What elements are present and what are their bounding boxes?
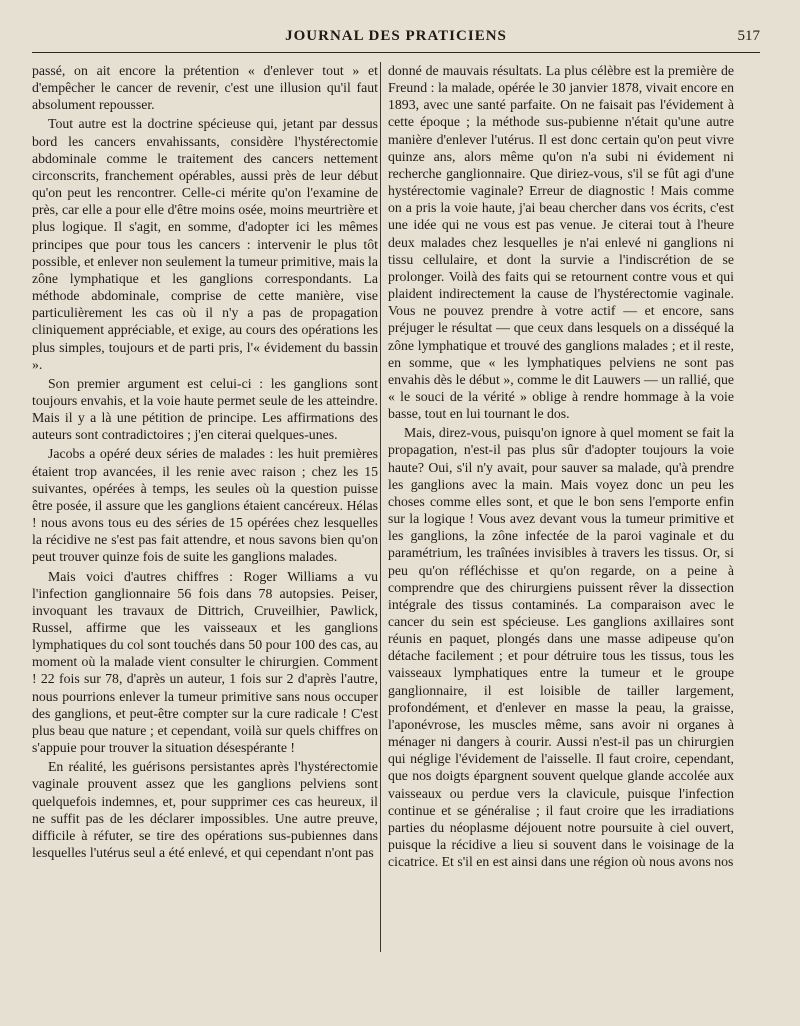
paragraph: donné de mauvais résultats. La plus célèbre est la première de Freund : la malade, opérée le 30 janvier 1878, vivait encore en 1893, avec une santé parfaite. On ne faisait pas l'évidement à cette époque ; la méthode sus-pubienne n'était qu'une autre manière d'enlever l'utérus. Il est donc certain qu'on peut vivre quinze ans, alors même qu'on n'a subi ni évidement ni recherche ganglionnaire. Que diriez-vous, s'il se fût agi d'une hystérectomie vaginale? Erreur de diagnostic ! Mais comme on a pris la voie haute, j'ai beau chercher dans vos écrits, c'est une idée qui ne vous est pas venue. Je citerai tout à l'heure deux malades chez lesquelles je n'ai enlevé ni ganglions ni tissu cellulaire, et dont la survie a l'indiscrétion de se prolonger. Voilà des faits qui se retournent contre vous et qui plaident indirectement la cause de l'hystérectomie vaginale. Vous ne pouvez prendre à votre actif — et encore, sans préjuger le résultat — que ceux dans lesquels on a disséqué la zône lymphatique et trouvé des ganglions malades ; et il reste, en somme, que « les lymphatiques pelviens ne sont pas envahis dès le début », comme le dit Lauwers — un rallié, que « le souci de la vérité » oblige à rendre hommage à la voie basse, tout en lui tournant le dos. xyxy=(388,63,734,422)
page-number: 517 xyxy=(737,28,760,44)
right-column xyxy=(388,62,734,1012)
paragraph: Son premier argument est celui-ci : les ganglions sont toujours envahis, et la voie haute permet seule de les atteindre. Mais il y a là une pétition de principe. Les affirmations des auteurs sont contradictoires ; j'en citerai quelques-unes. xyxy=(32,375,378,443)
left-column xyxy=(32,62,378,1012)
running-header xyxy=(32,28,760,52)
paragraph: Jacobs a opéré deux séries de malades : les huit premières étaient trop avancées, il les renie avec raison ; chez les 15 suivantes, opérées à temps, les seules où la question puisse être posée, il assure que les ganglions étaient cancéreux. Hélas ! nous avons tous eu des séries de 15 opérées chez lesquelles la récidive ne s'est pas fait attendre, et nous savons bien qu'on peut trouver quinze fois de suite les ganglions malades. xyxy=(32,446,378,565)
header-rule xyxy=(32,52,760,53)
paragraph: Mais voici d'autres chiffres : Roger Williams a vu l'infection ganglionnaire 56 fois dans 78 autopsies. Peiser, invoquant les travaux de Dittrich, Cruveilhier, Pawlick, Russel, affirme que les vaisseaux et les ganglions lymphatiques du col sont touchés dans 50 pour 100 des cas, au moment où la malade vient consulter le chirurgien. Comment ! 22 fois sur 78, d'après un auteur, 1 fois sur 2 d'après l'autre, nous pourrions enlever la tumeur primitive sans nous occuper des ganglions, et peut-être compter sur la cure radicale ! C'est plus beau que nature ; et cependant, voilà sur quels chiffres on s'appuie pour trouver la situation désespérante ! xyxy=(32,568,378,756)
paragraph: passé, on ait encore la prétention « d'enlever tout » et d'empêcher le cancer de revenir, c'est une illusion qu'il faut absolument repousser. xyxy=(32,63,378,113)
journal-title: JOURNAL DES PRATICIENS xyxy=(285,28,507,44)
paragraph: En réalité, les guérisons persistantes après l'hystérectomie vaginale prouvent assez que les ganglions pelviens sont quelquefois indemnes, et, pour supprimer ces cas heureux, il ne suffit pas de les déclarer impossibles. Une autre preuve, difficile à réfuter, se tire des opérations sus-pubiennes dans lesquelles l'utérus seul a été enlevé, et qui cependant n'ont pas xyxy=(32,759,378,861)
paragraph: Mais, direz-vous, puisqu'on ignore à quel moment se fait la propagation, n'est-il pas plus sûr d'adopter toujours la voie haute? Oui, s'il n'y avait, pour sauver sa malade, qu'à prendre les ganglions avec la main. Mais voyez donc un peu les choses comme elles sont, et que le bon sens l'emporte enfin sur la logique ! Vous avez devant vous la tumeur primitive et les ganglions, la zône infectée de la paroi vaginale et du paramétrium, les traînées invisibles à travers les tissus. Or, si peu qu'on réfléchisse et qu'on regarde, on a peine à comprendre que des chirurgiens puissent rêver la dissection intégrale des tissus contaminés. La comparaison avec le cancer du sein est spécieuse. Les ganglions axillaires sont réunis en paquet, plongés dans une masse adipeuse qu'on détache facilement ; et pour détruire tous les tissus, tous les vaisseaux lymphatiques entre la tumeur et le groupe ganglionnaire, il est loisible de tailler largement, profondément, et d'enlever en masse la peau, la graisse, l'aponévrose, les muscles même, sans avoir ni organes à ménager ni dangers à courir. Aussi n'est-il pas un chirurgien qui néglige l'évidement de l'aisselle. Il faut croire, cependant, que nos doigts épargnent souvent quelque glande accolée aux vaisseaux ou perdue vers la clavicule, puisque l'infection continue et se généralise ; il faut croire que les irradiations parties du néoplasme déjouent notre poursuite à ciel ouvert, puisque la récidive a lieu si souvent dans le voisinage de la cicatrice. Et s'il en est ainsi dans une région où nous avons nos xyxy=(388,425,734,870)
paragraph: Tout autre est la doctrine spécieuse qui, jetant par dessus bord les cancers envahissants, considère l'hystérectomie abdominale comme le traitement des cancers nettement circonscrits, franchement opérables, aussi près de leur début qu'on peut les rencontrer. Celle-ci mérite qu'on l'examine de près, car elle a pour elle d'être moins osée, moins meurtrière et plus logique. Il s'agit, en somme, d'adopter ici les mêmes principes que pour tous les cancers : intervenir le plus tôt possible, et enlever non seulement la tumeur primitive, mais la zône lymphatique et les ganglions correspondants. La méthode abdominale, comprise de cette manière, vise particulièrement les cas où il n'y a pas de propagation cliniquement appréciable, et exige, au cours des opérations les plus simples, toujours et de parti pris, l'« évidement du bassin ». xyxy=(32,116,378,372)
column-divider xyxy=(380,62,381,952)
